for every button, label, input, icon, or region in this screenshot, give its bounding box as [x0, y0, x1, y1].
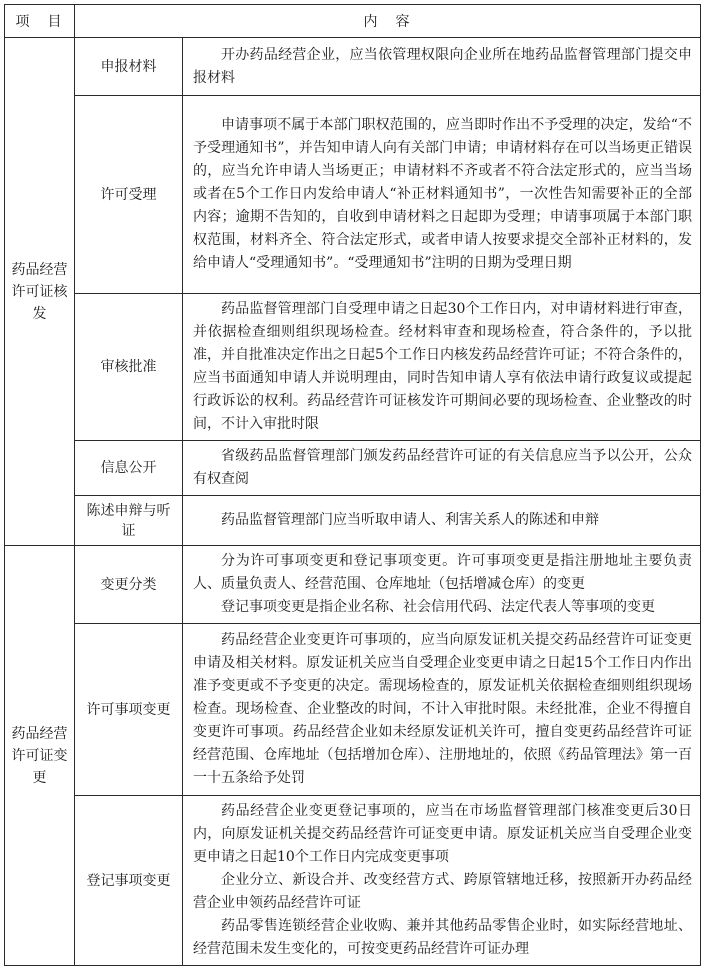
table-row — [5, 294, 701, 441]
row-content — [183, 546, 701, 624]
row-content — [183, 441, 701, 496]
header-item: 项 目 — [5, 5, 75, 38]
row-name: 许可事项变更 — [75, 624, 183, 796]
table-header-row — [5, 5, 701, 38]
table-row — [5, 546, 701, 624]
row-name: 申报材料 — [75, 38, 183, 96]
row-paragraph: 药品零售连锁经营企业收购、兼并其他药品零售企业时，如实际经营地址、经营范围未发生变化的，可按变更药品经营许可证办理 — [193, 918, 692, 957]
row-content — [183, 96, 701, 294]
row-name: 登记事项变更 — [75, 796, 183, 966]
table-row — [5, 441, 701, 496]
table-row — [5, 38, 701, 96]
row-paragraph: 分为许可事项变更和登记事项变更。许可事项变更是指注册地址主要负责人、质量负责人、经营范围、仓库地址（包括增减仓库）的变更 — [193, 553, 692, 592]
row-paragraph: 申请事项不属于本部门职权范围的，应当即时作出不予受理的决定，发给“不予受理通知书”，并告知申请人向有关部门申请；申请材料存在可以当场更正错误的，应当允许申请人当场更正；申请材料不齐或者不符合法定形式的，应当当场或者在5个工作日内发给申请人“补正材料通知书”，一次性告知需要补正的全部内容；逾期不告知的，自收到申请材料之日起即为受理；申请事项属于本部门职权范围，材料齐全、符合法定形式，或者申请人按要求提交全部补正材料的，发给申请人“受理通知书”。“受理通知书”注明的日期为受理日期 — [193, 117, 692, 271]
row-paragraph: 登记事项变更是指企业名称、社会信用代码、法定代表人等事项的变更 — [221, 599, 655, 615]
row-paragraph: 药品监督管理部门应当听取申请人、利害关系人的陈述和申辩 — [221, 512, 599, 528]
row-name: 陈述申辩与听证 — [75, 496, 183, 546]
row-paragraph: 开办药品经营企业，应当依管理权限向企业所在地药品监督管理部门提交申报材料 — [193, 46, 692, 86]
row-content — [183, 496, 701, 546]
header-content: 内 容 — [75, 5, 701, 38]
row-name: 信息公开 — [75, 441, 183, 496]
table-row — [5, 796, 701, 966]
row-name: 许可受理 — [75, 96, 183, 294]
table-row — [5, 624, 701, 796]
row-paragraph: 省级药品监督管理部门颁发药品经营许可证的有关信息应当予以公开，公众有权查阅 — [193, 448, 692, 487]
row-paragraph: 药品经营企业变更登记事项的，应当在市场监督管理部门核准变更后30日内，向原发证机关提交药品经营许可证变更申请。原发证机关应当自受理企业变更申请之日起10个工作日内完成变更事项 — [193, 803, 692, 865]
row-content — [183, 796, 701, 966]
row-name: 变更分类 — [75, 546, 183, 624]
row-content — [183, 294, 701, 441]
group-label: 药品经营许可证核发 — [5, 38, 75, 546]
regulation-table — [4, 4, 701, 966]
row-content — [183, 624, 701, 796]
row-paragraph: 药品经营企业变更许可事项的，应当向原发证机关提交药品经营许可证变更申请及相关材料。原发证机关应当自受理企业变更申请之日起15个工作日内作出准予变更或不予变更的决定。需现场检查的，原发证机关依据检查细则组织现场检查。现场检查、企业整改的时间，不计入审批时限。未经批准，企业不得擅自变更许可事项。药品经营企业如未经原发证机关许可，擅自变更药品经营许可证经营范围、仓库地址（包括增加仓库）、注册地址的，依照《药品管理法》第一百一十五条给予处罚 — [193, 632, 692, 786]
row-paragraph: 药品监督管理部门自受理申请之日起30个工作日内，对申请材料进行审查，并依据检查细则组织现场检查。经材料审查和现场检查，符合条件的，予以批准，并自批准决定作出之日起5个工作日内核发药品经营许可证；不符合条件的，应当书面通知申请人并说明理由，同时告知申请人享有依法申请行政复议或提起行政诉讼的权利。药品经营许可证核发许可期间必要的现场检查、企业整改的时间，不计入审批时限 — [193, 301, 692, 432]
row-name: 审核批准 — [75, 294, 183, 441]
table-row — [5, 96, 701, 294]
table-row — [5, 496, 701, 546]
row-content — [183, 38, 701, 96]
row-paragraph: 企业分立、新设合并、改变经营方式、跨原管辖地迁移，按照新开办药品经营企业申领药品经营许可证 — [193, 872, 692, 911]
group-label: 药品经营许可证变更 — [5, 546, 75, 966]
